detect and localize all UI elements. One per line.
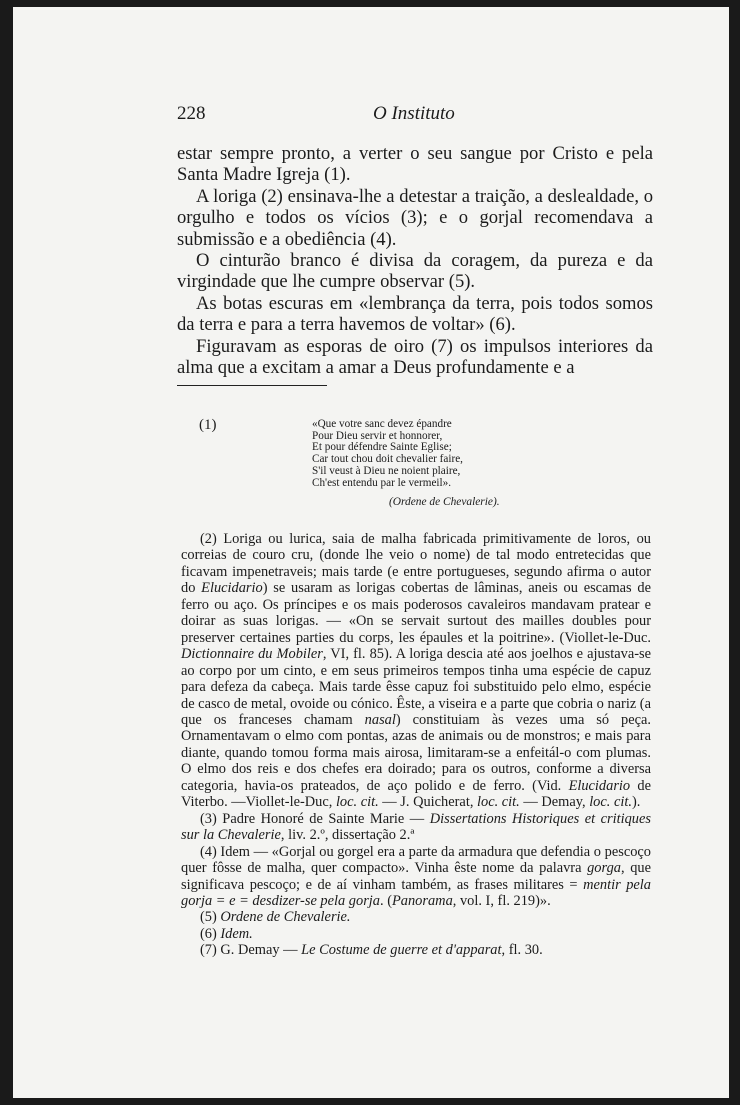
paragraph: estar sempre pronto, a verter o seu sangue por Cristo e pela Santa Madre Igreja (1). [177,143,653,186]
note-text: ) constituiam às vezes uma só peça. Ornamentavam o elmo com pontas, azas de animais ou de monstros; e mais para diante, quando tomou forma mais airosa, limitaram-se a enfeitál-o com plumas. O elmo dos reis e dos chefes era doirado; para os outros, conforme a diversa categoria, havia-os prateados, de aço polido e de ferro. (Vid. [181,711,651,794]
footnote-verse [312,419,552,489]
note-italic: loc. cit. [335,794,379,811]
note-italic: loc. cit. [477,794,520,811]
paragraph: Figuravam as esporas de oiro (7) os impulsos interiores da alma que a excitam a amar a Deus profundamente e a [177,335,653,379]
note-italic: Ordene de Chevalerie. [220,909,351,926]
running-title: O Instituto [373,103,455,124]
verse-line: Car tout chou doit chevalier faire, [312,453,463,466]
note-text: , liv. 2.º, dissertação 2.ª [280,827,415,844]
note-text: (4) Idem — «Gorjal ou gorgel era a parte da armadura que defendia o pescoço quer fôsse de malha, quer compacto». Vinha êste nome da palavra [181,843,651,877]
note-italic: Dictionnaire du Mobiler [181,646,323,663]
footnote-7 [181,942,651,958]
note-text: , que significava pescoço; e de aí vinham também, as frases militares = [181,860,651,893]
note-text: , fl. 30. [501,942,543,959]
note-italic: gorga [587,860,621,877]
page-header [177,103,653,127]
verse-source: (Ordene de Chevalerie). [389,496,500,508]
verse-line: Et pour défendre Sainte Eglise; [312,441,452,454]
verse-line: Pour Dieu servir et honnorer, [312,429,443,442]
note-text: (3) Padre Honoré de Sainte Marie — [200,810,430,827]
note-italic: loc. cit. [589,794,632,811]
note-text: ) se usaram as lorigas cobertas de lâminas, aneis ou escamas de ferro ou aço. Os príncipes e os mais poderosos cavaleiros mandavam pratear e doirar as suas lorigas. — «On se servait surtout des mailles doubles pour preserver certaines parties du corps, les épaules et la poitrine». (Viollet-le-Duc. [181,580,651,646]
note-italic: Le Costume de guerre et d'apparat [301,942,502,959]
verse-line: Ch'est entendu par le vermeil». [312,476,452,489]
note-italic: mentir pela gorja = e = desdizer-se pela gorja [181,876,651,909]
note-italic: Dissertations Historiques et critiques sur la Chevalerie [181,810,651,844]
book-page [13,7,729,1098]
note-italic: Panorama [392,892,453,909]
note-italic: Elucidario [201,580,263,597]
footnote-number: (1) [199,417,217,433]
note-text: — Demay, [519,794,590,811]
note-text: (6) [200,925,221,942]
note-text: (2) Loriga ou lurica, saia de malha fabricada primitivamente de loros, ou correias de couro cru, (donde lhe veio o nome) de tal modo entretecidas que ficavam impenetraveis; mais tarde (e entre portugueses, segundo afirma o autor do [181,531,651,597]
footnotes [181,531,651,959]
footnote-4 [181,844,651,910]
paragraph: O cinturão branco é divisa da coragem, da pureza e da virgindade que lhe cumpre observar (5). [177,250,653,293]
page-number: 228 [177,103,206,124]
paragraph: A loriga (2) ensinava-lhe a detestar a traição, a deslealdade, o orgulho e todos os vícios (3); e o gorjal recomendava a submissão e a obediência (4). [177,185,653,250]
note-text: ). [631,794,641,811]
note-italic: nasal [364,711,396,728]
verse-line: «Que votre sanc devez épandre [312,418,452,430]
paragraph: As botas escuras em «lembrança da terra, pois todos somos da terra e para a terra havemos de voltar» (6). [177,292,653,336]
main-text [177,143,653,378]
note-text: , vol. I, fl. 219)». [452,892,551,909]
note-italic: Idem. [220,925,253,942]
note-text: (7) G. Demay — [200,942,302,959]
verse-line: S'il veust à Dieu ne noient plaire, [312,464,461,477]
note-italic: Elucidario [568,777,631,794]
note-text: — J. Quicherat, [378,794,478,811]
footnote-separator [177,385,327,386]
note-text: . ( [380,892,392,909]
note-text: (5) [200,909,221,926]
note-text: , VI, fl. 85). A loriga descia até aos joelhos e ajustava-se ao corpo por um cinto, e em seus primeiros tempos tinha uma espécie de capuz para defeza da cabeça. Mais tarde êsse capuz foi substituido pelo elmo, espécie de casco de metal, ovoide ou cónico. Êste, a viseira e a parte que cobria o nariz (a que os franceses chamam [181,646,651,728]
note-text: de Viterbo. —Viollet-le-Duc, [181,777,651,811]
footnote-3 [181,811,651,844]
footnote-2 [181,531,651,811]
footnote-6 [181,926,651,942]
footnote-5 [181,909,651,925]
